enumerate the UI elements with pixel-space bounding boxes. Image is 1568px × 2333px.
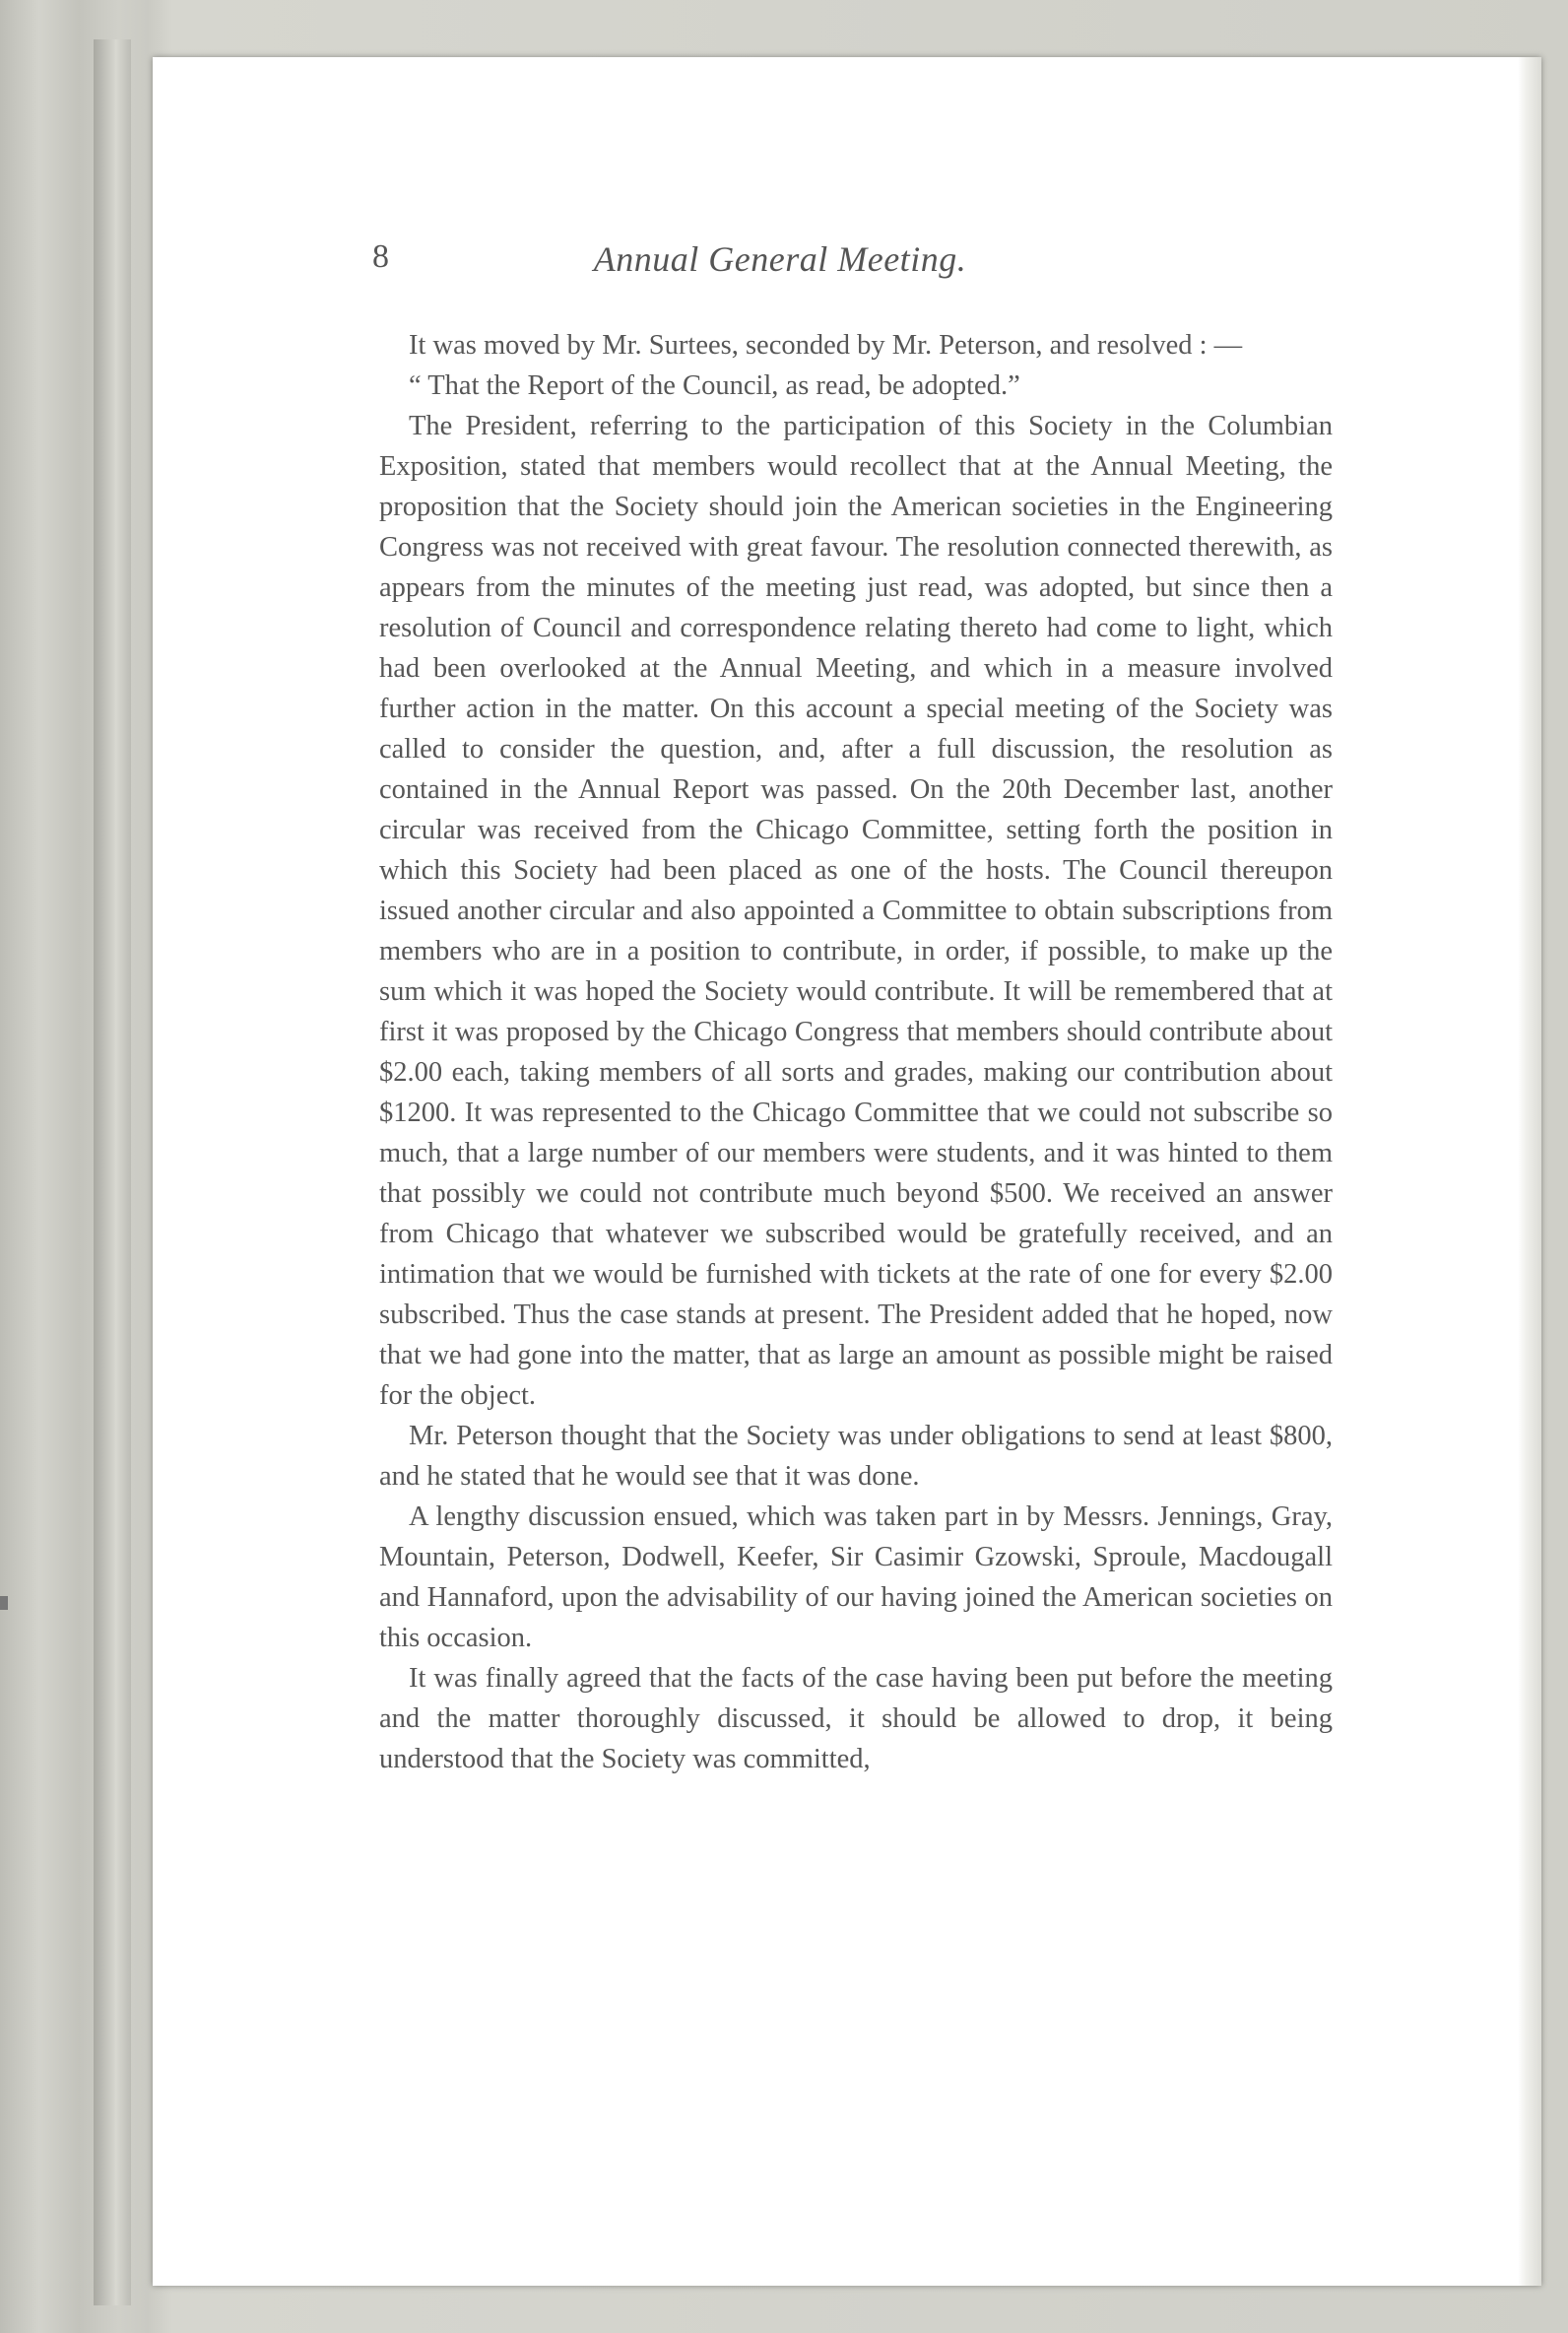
running-head: Annual General Meeting.: [593, 239, 967, 279]
paragraph-agreement: It was finally agreed that the facts of the case having been put before the meeting and the matter thoroughly discussed, it should be allowed to drop, it being understood that the Society was committed,: [379, 1663, 1333, 1774]
page-edge: [1518, 57, 1541, 2286]
body-text: [379, 325, 1333, 1779]
paragraph-discussion: A lengthy discussion ensued, which was taken part in by Messrs. Jennings, Gray, Mountain, Peterson, Dodwell, Keefer, Sir Casimir Gzowski, Sproule, Macdougall and Hannaford, upon the advisability of our having joined the American societies on this occasion.: [379, 1501, 1333, 1653]
scan-mark: [0, 1596, 8, 1610]
page-header: [220, 238, 1340, 288]
paragraph-resolution-quote: “ That the Report of the Council, as read, be adopted.”: [409, 370, 1020, 401]
book-spine-shadow: [94, 39, 131, 2305]
page-number: 8: [372, 238, 389, 275]
paragraph-peterson: Mr. Peterson thought that the Society was under obligations to send at least $800, and he stated that he would see that it was done.: [379, 1421, 1333, 1492]
paragraph-motion: It was moved by Mr. Surtees, seconded by Mr. Peterson, and resolved : —: [409, 330, 1243, 361]
paragraph-president-remarks: The President, referring to the participation of this Society in the Columbian Exposition, stated that members would recollect that at the Annual Meeting, the proposition that the Society should join the American societies in the Engineering Congress was not received with great favour. The resolution connected therewith, as appears from the minutes of the meeting just read, was adopted, but since then a resolution of Council and correspondence relating thereto had come to light, which had been overlooked at the Annual Meeting, and which in a measure involved further action in the matter. On this account a special meeting of the Society was called to consider the question, and, after a full discussion, the resolution as contained in the Annual Report was passed. On the 20th December last, another circular was received from the Chicago Committee, setting forth the position in which this Society had been placed as one of the hosts. The Council thereupon issued another circular and also appointed a Committee to obtain subscriptions from members who are in a position to contribute, in order, if possible, to make up the sum which it was hoped the Society would contribute. It will be remembered that at first it was proposed by the Chicago Congress that members should contribute about $2.00 each, taking members of all sorts and grades, making our contribution about $1200. It was represented to the Chicago Committee that we could not subscribe so much, that a large number of our members were students, and it was hinted to them that possibly we could not contribute much beyond $500. We received an answer from Chicago that whatever we subscribed would be gratefully received, and an intimation that we would be furnished with tickets at the rate of one for every $2.00 subscribed. Thus the case stands at present. The President added that he hoped, now that we had gone into the matter, that as large an amount as possible might be raised for the object.: [379, 411, 1333, 1411]
